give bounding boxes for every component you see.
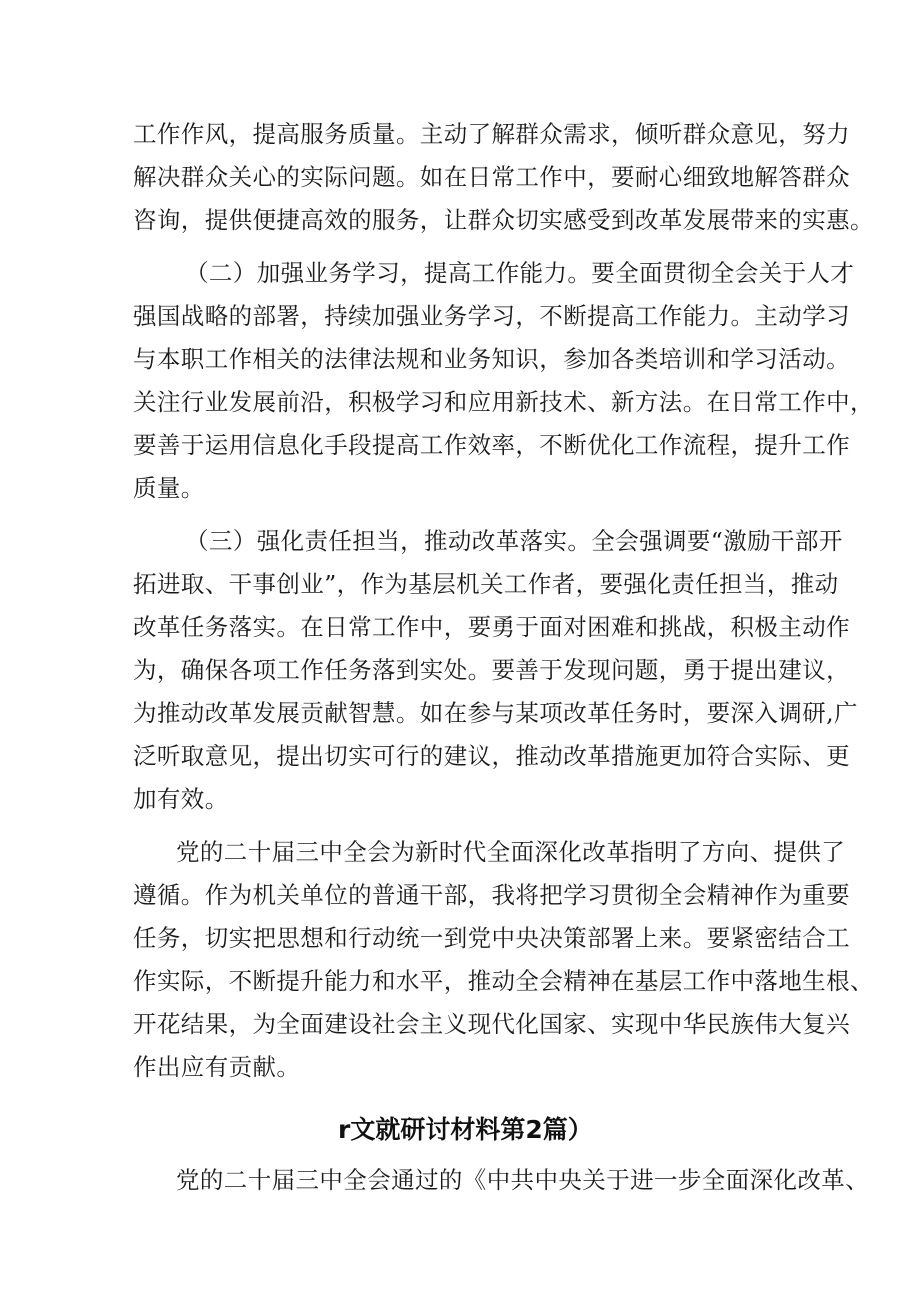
text-line: 质量。 bbox=[133, 474, 205, 502]
text-line: 加有效。 bbox=[133, 785, 229, 813]
text-line: 要善于运用信息化手段提高工作效率，不断优化工作流程，提升工作 bbox=[133, 431, 850, 459]
section-heading: r文就研讨材料第2篇） bbox=[338, 1115, 593, 1144]
text-line: 作实际，不断提升能力和水平，推动全会精神在基层工作中落地生根、 bbox=[133, 967, 874, 995]
text-line: 为，确保各项工作任务落到实处。要善于发现问题，勇于提出建议， bbox=[133, 656, 850, 684]
text-line: 解决群众关心的实际问题。如在日常工作中，要耐心细致地解答群众 bbox=[133, 163, 850, 191]
text-line: 关注行业发展前沿，积极学习和应用新技术、新方法。在日常工作中， bbox=[133, 388, 874, 416]
text-line: 与本职工作相关的法律法规和业务知识，参加各类培训和学习活动。 bbox=[133, 345, 850, 373]
text-line: 强国战略的部署，持续加强业务学习，不断提高工作能力。主动学习 bbox=[133, 302, 850, 330]
text-line: （二）加强业务学习，提高工作能力。要全面贯彻全会关于人才 bbox=[185, 259, 855, 287]
text-line: 工作作风，提高服务质量。主动了解群众需求，倾听群众意见，努力 bbox=[133, 120, 850, 148]
text-line: 咨询，提供便捷高效的服务，让群众切实感受到改革发展带来的实惠。 bbox=[133, 206, 874, 234]
text-line: 为推动改革发展贡献智慧。如在参与某项改革任务时，要深入调研,广 bbox=[133, 699, 858, 727]
text-line: 党的二十届三中全会通过的《中共中央关于进一步全面深化改革、 bbox=[176, 1166, 870, 1194]
text-line: 泛听取意见，提出切实可行的建议，推动改革措施更加符合实际、更 bbox=[133, 742, 850, 770]
text-line: 拓进取、干事创业”，作为基层机关工作者，要强化责任担当，推动 bbox=[133, 570, 839, 598]
text-line: 开花结果，为全面建设社会主义现代化国家、实现中华民族伟大复兴 bbox=[133, 1010, 850, 1038]
text-line: 作出应有贡献。 bbox=[133, 1053, 301, 1081]
text-line: 党的二十届三中全会为新时代全面深化改革指明了方向、提供了 bbox=[176, 838, 846, 866]
text-line: 改革任务落实。在日常工作中，要勇于面对困难和挑战，积极主动作 bbox=[133, 613, 850, 641]
text-line: 遵循。作为机关单位的普通干部，我将把学习贯彻全会精神作为重要 bbox=[133, 881, 850, 909]
text-line: 任务，切实把思想和行动统一到党中央决策部署上来。要紧密结合工 bbox=[133, 924, 850, 952]
text-line: （三）强化责任担当，推动改革落实。全会强调要“激励干部开 bbox=[185, 527, 843, 555]
